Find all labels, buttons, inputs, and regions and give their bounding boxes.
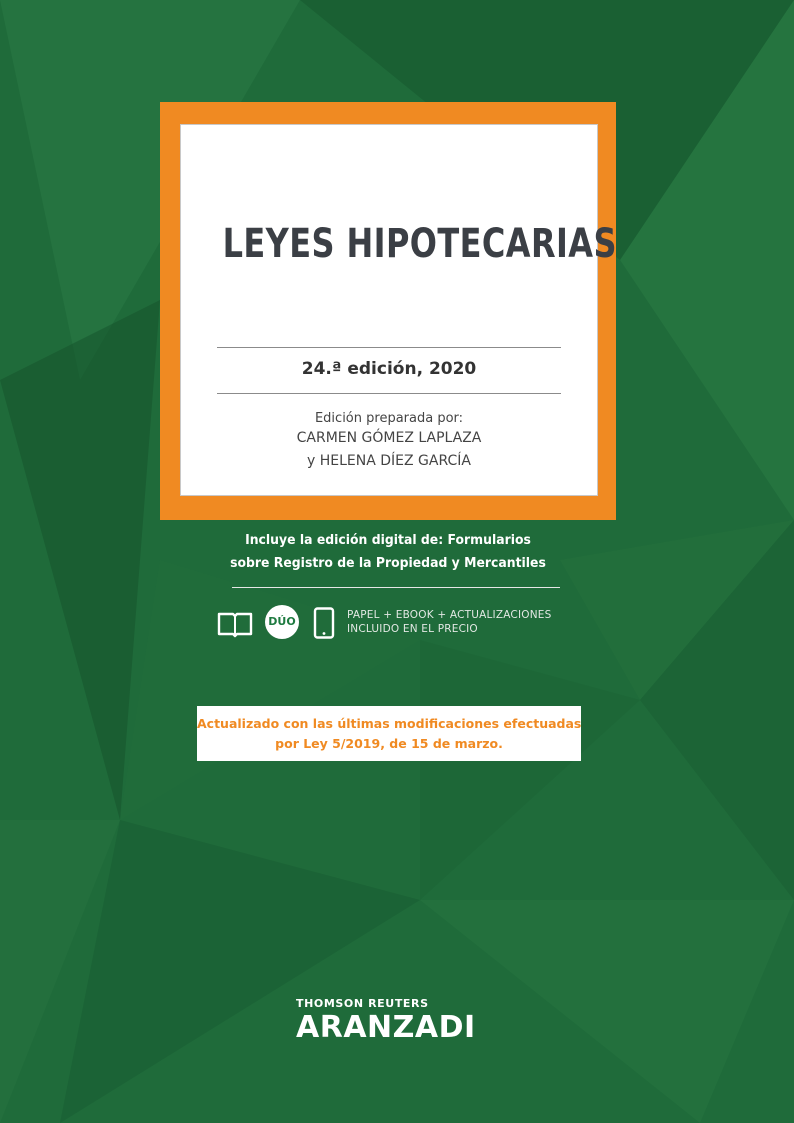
publisher-parent: THOMSON REUTERS [296, 997, 429, 1010]
divider-top [217, 347, 561, 348]
divider [232, 587, 560, 588]
format-description: INCLUIDO EN EL PRECIO [347, 623, 478, 635]
author-name: CARMEN GÓMEZ LAPLAZA [296, 430, 482, 446]
update-text: por Ley 5/2019, de 15 de marzo. [275, 736, 503, 751]
digital-edition-note: sobre Registro de la Propiedad y Mercantiles [230, 555, 546, 571]
update-text: Actualizado con las últimas modificaciones efectuadas [197, 716, 582, 731]
publisher-name: ARANZADI [296, 1010, 476, 1045]
book-title: LEYES HIPOTECARIAS [222, 221, 617, 267]
divider-bottom [217, 393, 561, 394]
title-frame [160, 102, 616, 520]
prepared-by-label: Edición preparada por: [314, 411, 464, 426]
digital-edition-note: Incluye la edición digital de: Formularios [245, 532, 531, 548]
tablet-icon [313, 607, 335, 639]
author-name: y HELENA DÍEZ GARCÍA [307, 453, 471, 469]
duo-icon: DÚO [265, 605, 299, 639]
book-icon [217, 610, 253, 638]
edition-label: 24.ª edición, 2020 [301, 359, 477, 379]
publisher-logo [296, 997, 486, 1045]
title-card [180, 124, 617, 496]
update-notice [197, 706, 581, 761]
format-description: PAPEL + EBOOK + ACTUALIZACIONES [347, 609, 552, 621]
